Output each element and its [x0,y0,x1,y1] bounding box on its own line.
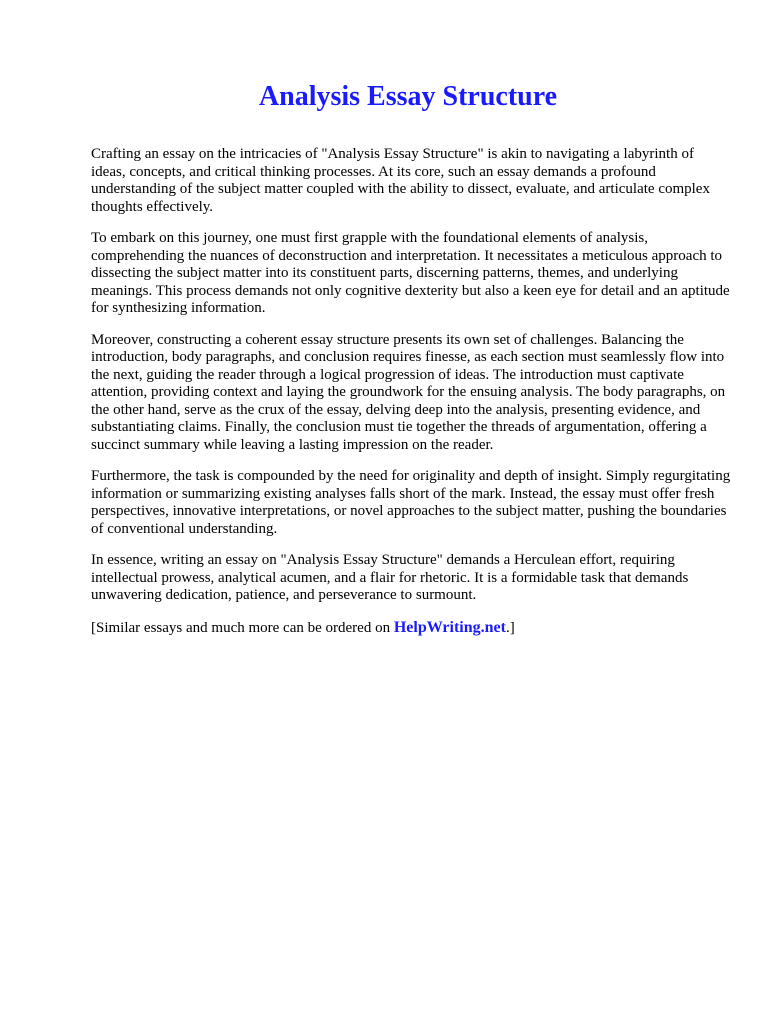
footer-suffix: .] [505,619,515,636]
paragraph-2: To embark on this journey, one must first grapple with the foundational elements of analysis, comprehending the nuances of deconstruction and interpretation. It necessitates a meticulous approach to dissecting the subject matter into its constituent parts, discerning patterns, themes, and underlying meanings. This process demands not only cognitive dexterity but also a keen eye for detail and an aptitude for synthesizing information. [91,230,730,316]
paragraph-5: In essence, writing an essay on "Analysis Essay Structure" demands a Herculean effort, requiring intellectual prowess, analytical acumen, and a flair for rhetoric. It is a formidable task that demands unwavering dedication, patience, and perseverance to surmount. [91,552,689,603]
footer-prefix: [Similar essays and much more can be ordered on [91,619,394,636]
paragraph-1: Crafting an essay on the intricacies of "Analysis Essay Structure" is akin to navigating a labyrinth of ideas, concepts, and critical thinking processes. At its core, such an essay demands a profound understanding of the subject matter coupled with the ability to dissect, evaluate, and articulate complex thoughts effectively. [91,146,710,215]
paragraph-4: Furthermore, the task is compounded by the need for originality and depth of insight. Simply regurgitating information or summarizing existing analyses falls short of the mark. Instead, the essay must offer fresh perspectives, innovative interpretations, or novel approaches to the subject matter, pushing the boundaries of conventional understanding. [91,468,731,537]
page-title: Analysis Essay Structure [258,81,558,112]
paragraph-3: Moreover, constructing a coherent essay structure presents its own set of challenges. Balancing the introduction, body paragraphs, and conclusion requires finesse, as each section must seamlessly flow into the next, guiding the reader through a logical progression of ideas. The introduction must captivate attention, providing context and laying the groundwork for the ensuing analysis. The body paragraphs, on the other hand, serve as the crux of the essay, delving deep into the analysis, presenting evidence, and substantiating claims. Finally, the conclusion must tie together the threads of argumentation, offering a succinct summary while leaving a lasting impression on the reader. [91,331,726,453]
helpwriting-link[interactable]: HelpWriting.net [393,618,506,636]
essay-body [91,146,731,651]
footer-note [91,619,731,638]
